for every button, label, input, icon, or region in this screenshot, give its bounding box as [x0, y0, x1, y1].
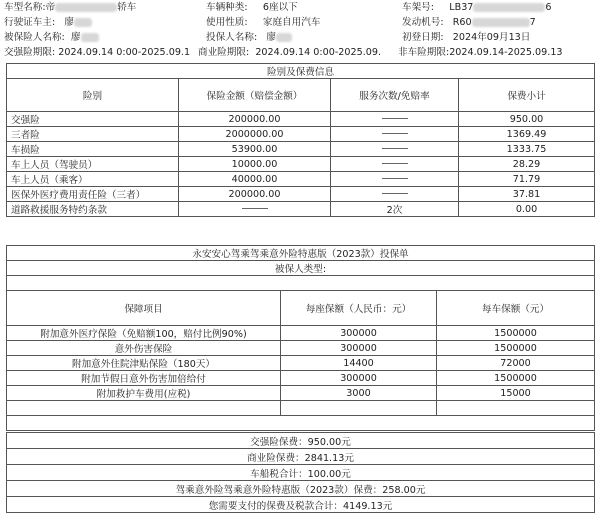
table-row — [7, 341, 595, 356]
per-seat-amount: 14400 — [281, 356, 437, 371]
coverage-name: 交强险 — [7, 112, 179, 127]
coverage-item: 附加救护车费用(应税) — [7, 386, 281, 401]
coverage-name: 医保外医疗费用责任险（三者） — [7, 187, 179, 202]
premium: 37.81 — [459, 187, 595, 202]
first-registration-date: 初登日期: 2024年09月13日 — [402, 32, 531, 43]
table-row — [7, 127, 595, 142]
redaction-blur — [472, 18, 530, 27]
blank-cell — [437, 401, 595, 416]
premium: 71.79 — [459, 172, 595, 187]
column-header: 每座保额（人民币：元） — [281, 291, 437, 326]
dash-mark — [382, 193, 408, 194]
per-car-amount: 15000 — [437, 386, 595, 401]
dash-mark — [382, 178, 408, 179]
column-header: 险别 — [7, 79, 179, 112]
dash-mark — [382, 148, 408, 149]
coverage-amount: 53900.00 — [179, 142, 331, 157]
table-row — [7, 326, 595, 341]
engine-number: 发动机号: R60 7 — [402, 17, 536, 28]
insured-type: 被保人类型: — [7, 261, 595, 276]
per-car-amount: 1500000 — [437, 326, 595, 341]
coverage-name: 三者险 — [7, 127, 179, 142]
registered-owner: 行驶证车主: 廖 — [4, 15, 92, 30]
blank-row — [7, 276, 595, 291]
premium: 28.29 — [459, 157, 595, 172]
coverage-amount: 2000000.00 — [179, 127, 331, 142]
table-row — [7, 172, 595, 187]
accident-insurance-table — [6, 245, 595, 431]
table-row — [7, 401, 595, 416]
insurance-table-title: 险别及保费信息 — [7, 64, 595, 79]
vehicle-tax-total: 车船税合计：100.00元 — [7, 465, 595, 481]
table-row — [7, 202, 595, 217]
redaction-blur — [81, 33, 99, 42]
coverage-item: 意外伤害保险 — [7, 341, 281, 356]
coverage-name: 车上人员（驾驶员） — [7, 157, 179, 172]
per-car-amount: 1500000 — [437, 371, 595, 386]
grand-total: 您需要支付的保费及税款合计：4149.13元 — [7, 497, 595, 513]
vehicle-model: 车型名称:帝 轿车 — [4, 2, 137, 13]
column-header: 保费小计 — [459, 79, 595, 112]
column-header: 保障项目 — [7, 291, 281, 326]
insurance-table — [6, 63, 595, 217]
table-row — [7, 187, 595, 202]
vehicle-category: 车辆种类: 6座以下 — [206, 2, 298, 13]
column-header: 服务次数/免赔率 — [331, 79, 459, 112]
coverage-item: 附加意外住院津贴保险（180天） — [7, 356, 281, 371]
service-cell — [331, 172, 459, 187]
service-cell — [331, 157, 459, 172]
coverage-name: 车上人员（乘客） — [7, 172, 179, 187]
usage-type: 使用性质: 家庭自用汽车 — [206, 17, 321, 28]
header-row — [0, 45, 600, 60]
dash-mark — [382, 133, 408, 134]
table-row — [7, 386, 595, 401]
premium: 1369.49 — [459, 127, 595, 142]
dash-mark — [242, 208, 268, 209]
premium: 950.00 — [459, 112, 595, 127]
dash-mark — [382, 163, 408, 164]
column-header: 每车保额（元） — [437, 291, 595, 326]
policy-header — [0, 0, 600, 62]
per-seat-amount: 300000 — [281, 371, 437, 386]
coverage-amount: 10000.00 — [179, 157, 331, 172]
coverage-amount — [179, 202, 331, 217]
blank-cell — [7, 401, 281, 416]
table-row — [7, 112, 595, 127]
header-row — [0, 30, 600, 45]
premium: 1333.75 — [459, 142, 595, 157]
coverage-amount: 200000.00 — [179, 187, 331, 202]
redaction-blur — [473, 3, 545, 12]
redaction-blur — [74, 18, 92, 27]
service-cell — [331, 142, 459, 157]
service-cell — [331, 187, 459, 202]
non-vehicle-period: 非车险期限:2024.09.14-2025.09.13 — [398, 47, 563, 58]
coverage-item: 附加节假日意外伤害加倍给付 — [7, 371, 281, 386]
per-car-amount: 72000 — [437, 356, 595, 371]
coverage-amount: 200000.00 — [179, 112, 331, 127]
premium-summary — [6, 432, 595, 513]
per-seat-amount: 3000 — [281, 386, 437, 401]
per-car-amount: 1500000 — [437, 341, 595, 356]
service-cell — [331, 127, 459, 142]
table-row — [7, 356, 595, 371]
service-count: 2次 — [331, 202, 459, 217]
accident-premium: 驾乘意外险驾乘意外险特惠版（2023款）保费：258.00元 — [7, 481, 595, 497]
header-row — [0, 0, 600, 15]
premium: 0.00 — [459, 202, 595, 217]
coverage-name: 车损险 — [7, 142, 179, 157]
compulsory-period: 交强险期限: 2024.09.14 0:00-2025.09.1 — [4, 47, 191, 58]
accident-table-title: 永安安心驾乘驾乘意外险特惠版（2023款）投保单 — [7, 246, 595, 261]
dash-mark — [382, 118, 408, 119]
service-cell — [331, 112, 459, 127]
table-row — [7, 157, 595, 172]
insured-name: 被保险人名称: 廖 — [4, 30, 99, 45]
vin: 车架号: LB37 6 — [402, 2, 552, 13]
applicant-name: 投保人名称: 廖 — [206, 30, 292, 45]
per-seat-amount: 300000 — [281, 326, 437, 341]
coverage-name: 道路救援服务特约条款 — [7, 202, 179, 217]
redaction-blur — [55, 3, 117, 12]
header-row — [0, 15, 600, 30]
column-header: 保险金额（赔偿金额） — [179, 79, 331, 112]
coverage-amount: 40000.00 — [179, 172, 331, 187]
per-seat-amount: 300000 — [281, 341, 437, 356]
coverage-item: 附加意外医疗保险（免赔额100，赔付比例90%) — [7, 326, 281, 341]
redaction-blur — [276, 33, 292, 42]
table-row — [7, 371, 595, 386]
table-row — [7, 142, 595, 157]
commercial-premium: 商业险保费：2841.13元 — [7, 449, 595, 465]
commercial-period: 商业险期限: 2024.09.14 0:00-2025.09. — [198, 47, 382, 58]
blank-row — [7, 416, 595, 431]
blank-cell — [281, 401, 437, 416]
compulsory-premium: 交强险保费：950.00元 — [7, 433, 595, 449]
